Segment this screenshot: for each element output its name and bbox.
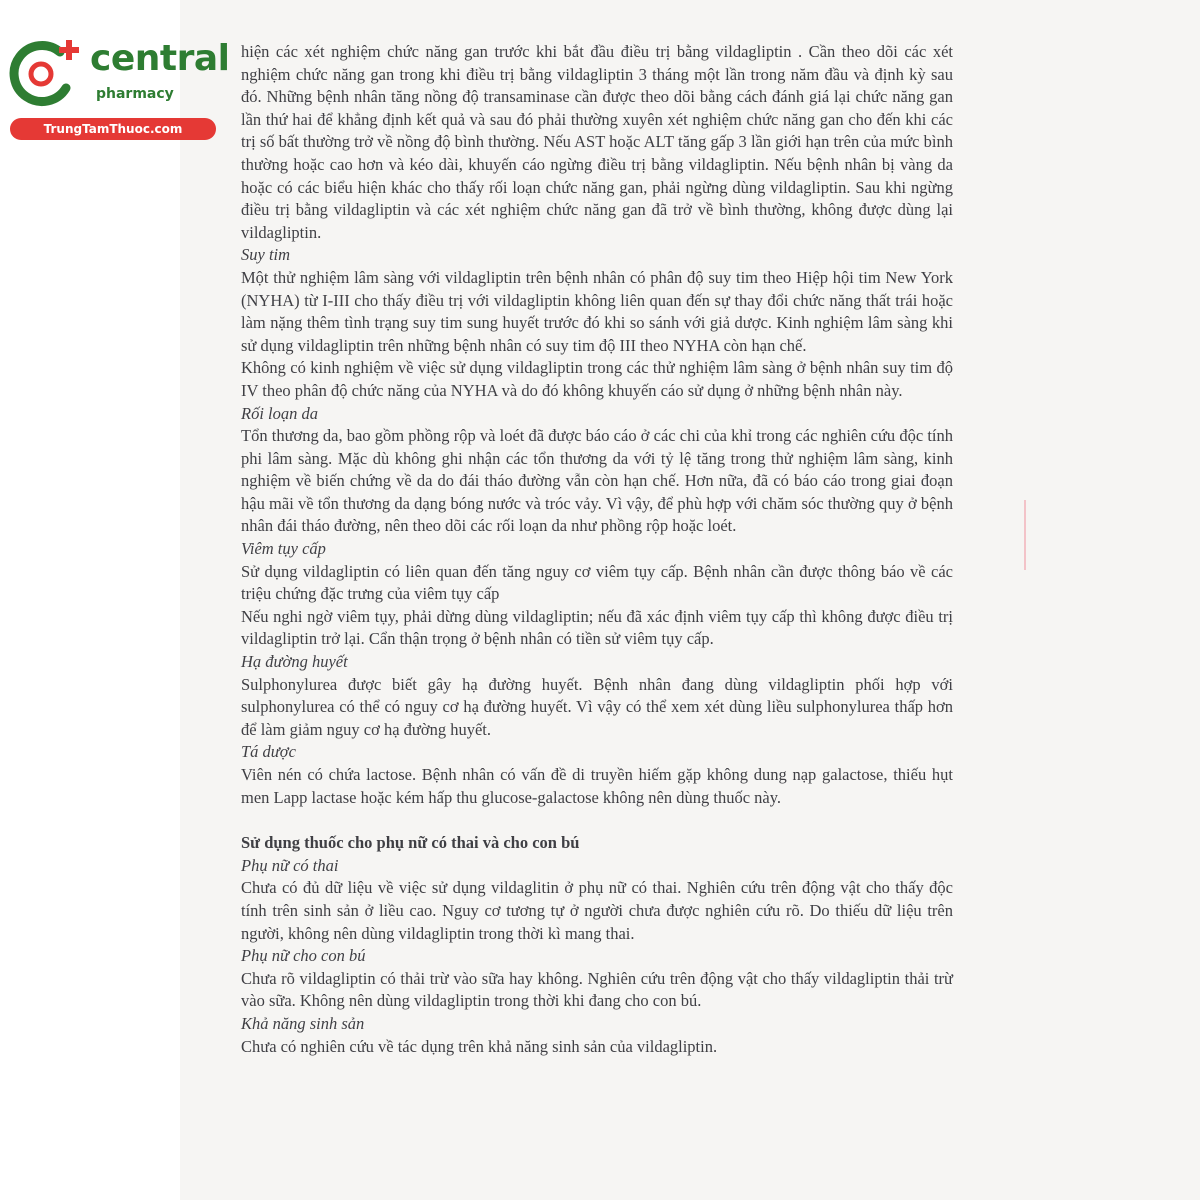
brand-url-link[interactable]: TrungTamThuoc.com (10, 118, 216, 140)
pharmacy-logo[interactable] (8, 36, 230, 140)
heading-heart-failure: Suy tim (241, 245, 291, 265)
paragraph-excipients: Viên nén có chứa lactose. Bệnh nhân có vấn đề di truyền hiếm gặp không dung nạp galactose, thiếu hụt men Lapp lactase hoặc kém hấp thu glucose-galactose không nên dùng thuốc này. (241, 765, 953, 807)
paragraph-pancreatitis-1: Sử dụng vildagliptin có liên quan đến tăng nguy cơ viêm tụy cấp. Bệnh nhân cần được thông báo về các triệu chứng đặc trưng của viêm tụy cấp (241, 561, 953, 604)
paragraph-hypoglycemia: Sulphonylurea được biết gây hạ đường huyết. Bệnh nhân đang dùng vildagliptin phối hợp với sulphonylurea có thể có nguy cơ hạ đường huyết. Vì vậy có thể xem xét dùng liều sulphonylurea thấp hơn để làm giảm nguy cơ hạ đường huyết. (241, 674, 953, 739)
paragraph-skin-disorders: Tổn thương da, bao gồm phồng rộp và loét đã được báo cáo ở các chi của khỉ trong các nghiên cứu độc tính phi lâm sàng. Mặc dù không ghi nhận các tổn thương da với tỷ lệ tăng trong thử nghiệm lâm sàng, kinh nghiệm về biến chứng về da do đái tháo đường vẫn còn hạn chế. Hơn nữa, đã có báo cáo trong giai đoạn hậu mãi về tổn thương da dạng bóng nước và tróc vảy. Vì vậy, để phù hợp với chăm sóc thường quy ở bệnh nhân đái tháo đường, nên theo dõi các rối loạn da như phồng rộp hoặc loét. (241, 426, 953, 536)
heading-skin-disorders: Rối loạn da (241, 403, 318, 423)
paragraph-fertility: Chưa có nghiên cứu về tác dụng trên khả năng sinh sản của vildagliptin. (241, 1036, 718, 1056)
section-title-pregnancy-lactation: Sử dụng thuốc cho phụ nữ có thai và cho con bú (241, 833, 580, 853)
heading-acute-pancreatitis: Viêm tụy cấp (241, 539, 326, 559)
paragraph-pregnant-women: Chưa có đủ dữ liệu về việc sử dụng vildaglitin ở phụ nữ có thai. Nghiên cứu trên động vật cho thấy độc tính trên sinh sản ở liều cao. Nguy cơ tương tự ở người chưa được nghiên cứu rõ. Do thiếu dữ liệu trên người, không nên dùng vildagliptin trong thời kì mang thai. (241, 878, 953, 943)
scan-edge-mark (1024, 500, 1026, 570)
document-body (241, 41, 953, 1058)
heading-pregnant-women: Phụ nữ có thai (241, 855, 339, 875)
heading-fertility: Khả năng sinh sản (241, 1013, 365, 1033)
heading-breastfeeding: Phụ nữ cho con bú (241, 946, 366, 966)
paragraph-liver-function: hiện các xét nghiệm chức năng gan trước khi bắt đầu điều trị bằng vildagliptin . Cần theo dõi các xét nghiệm chức năng gan trong khi điều trị bằng vildagliptin 3 tháng một lần trong năm đầu và định kỳ sau đó. Những bệnh nhân tăng nồng độ transaminase cần được theo dõi bằng cách đánh giá lại chức năng gan lần thứ hai để khẳng định kết quả và sau đó phải thường xuyên xét nghiệm chức năng gan cho đến khi các trị số bất thường trở về nồng độ bình thường. Nếu AST hoặc ALT tăng gấp 3 lần giới hạn trên của mức bình thường hoặc cao hơn và kéo dài, khuyến cáo ngừng điều trị bằng vildagliptin. Nếu bệnh nhân bị vàng da hoặc có các biểu hiện khác cho thấy rối loạn chức năng gan, phải ngừng dùng vildagliptin. Sau khi ngừng điều trị bằng vildagliptin và các xét nghiệm chức năng gan đã trở về bình thường, không được dùng lại vildagliptin. (241, 42, 953, 242)
paragraph-breastfeeding: Chưa rõ vildagliptin có thải trừ vào sữa hay không. Nghiên cứu trên động vật cho thấy vildagliptin thải trừ vào sữa. Không nên dùng vildagliptin trong thời khi đang cho con bú. (241, 968, 953, 1011)
brand-name: central (90, 38, 230, 79)
paragraph-heart-failure-2: Không có kinh nghiệm về việc sử dụng vildagliptin trong các thử nghiệm lâm sàng ở bệnh nhân suy tim độ IV theo phân độ chức năng của NYHA và do đó không khuyến cáo sử dụng ở những bệnh nhân này. (241, 358, 953, 400)
paragraph-pancreatitis-2: Nếu nghi ngờ viêm tụy, phải dừng dùng vildagliptin; nếu đã xác định viêm tụy cấp thì không được điều trị vildagliptin trở lại. Cẩn thận trọng ở bệnh nhân có tiền sử viêm tụy cấp. (241, 606, 953, 649)
heading-hypoglycemia: Hạ đường huyết (241, 652, 348, 672)
central-logo-icon (8, 36, 88, 114)
paragraph-heart-failure-1: Một thử nghiệm lâm sàng với vildagliptin trên bệnh nhân có phân độ suy tim theo Hiệp hội tim New York (NYHA) từ I-III cho thấy điều trị với vildagliptin không liên quan đến sự thay đổi chức năng thất trái hoặc làm nặng thêm tình trạng suy tim sung huyết trước đó khi so sánh với giả dược. Kinh nghiệm lâm sàng khi sử dụng vildagliptin trên những bệnh nhân có suy tim độ III theo NYHA còn hạn chế. (241, 267, 953, 355)
brand-subtitle: pharmacy (96, 86, 174, 102)
heading-excipients: Tá dược (241, 742, 296, 762)
